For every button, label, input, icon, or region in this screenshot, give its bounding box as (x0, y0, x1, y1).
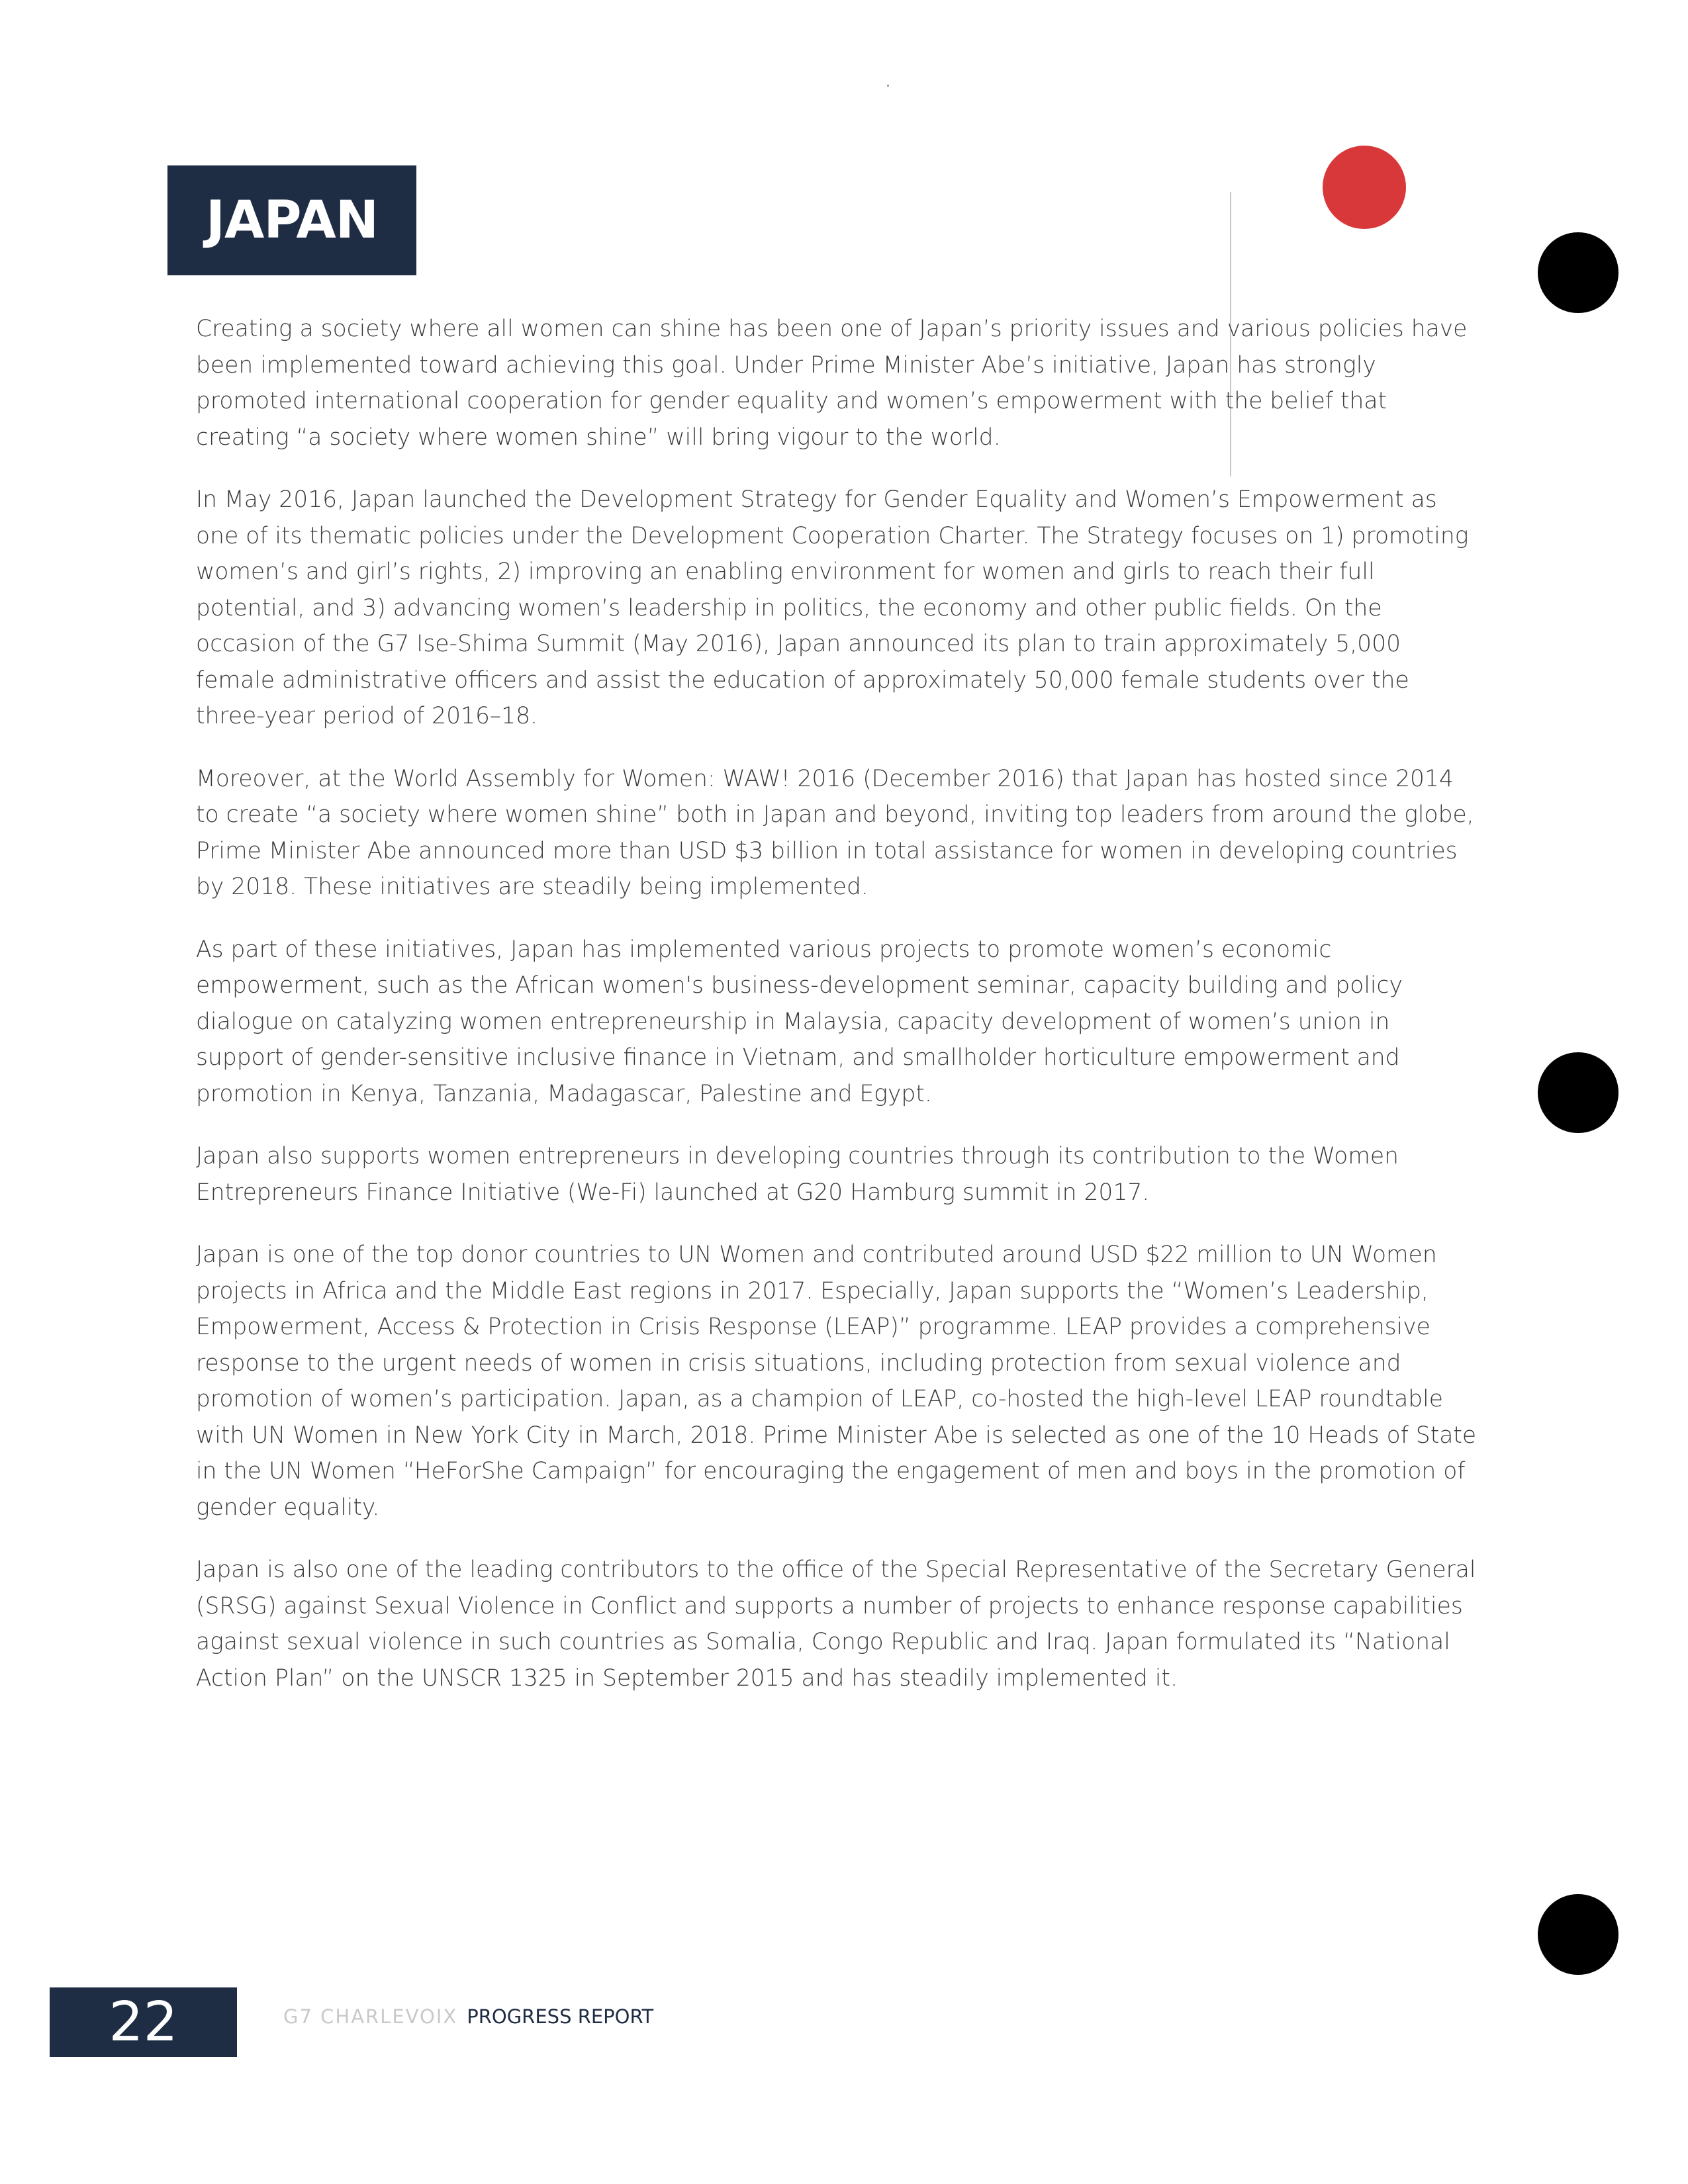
punch-hole-middle (1538, 1052, 1618, 1133)
footer-report-prefix: G7 CHARLEVOIX (283, 2005, 458, 2028)
page-number: 22 (50, 1987, 237, 2057)
paragraph-1: Creating a society where all women can shine has been one of Japan’s priority issues and various policies have been implemented toward achieving this goal. Under Prime Minister Abe’s initiative, Japan has strongly promoted international cooperation for gender equality and women’s empowerment with the belief that creating “a society where women shine” will bring vigour to the world. (196, 316, 1468, 451)
paragraph-5: Japan also supports women entrepreneurs in developing countries through its contribution to the Women Entrepreneurs Finance Initiative (We-Fi) launched at G20 Hamburg summit in 2017. (196, 1143, 1399, 1206)
footer-report-title: PROGRESS REPORT (467, 2005, 654, 2028)
paragraph-2: In May 2016, Japan launched the Development Strategy for Gender Equality and Women’s Empowerment as one of its thematic policies under the Development Cooperation Charter. The Strategy focuses on 1) promoting women’s and girl’s rights, 2) improving an enabling environment for women and girls to reach their full potential, and 3) advancing women’s leadership in politics, the economy and other public fields. On the occasion of the G7 Ise-Shima Summit (May 2016), Japan announced its plan to train approximately 5,000 female administrative officers and assist the education of approximately 50,000 female students over the three-year period of 2016–18. (196, 486, 1469, 729)
scan-speck (887, 85, 889, 87)
paragraph-3: Moreover, at the World Assembly for Women: WAW! 2016 (December 2016) that Japan has hosted since 2014 to create “a society where women shine” both in Japan and beyond, inviting top leaders from around the globe, Prime Minister Abe announced more than USD $3 billion in total assistance for women in developing countries by 2018. These initiatives are steadily being implemented. (196, 765, 1474, 900)
paragraph-4: As part of these initiatives, Japan has implemented various projects to promote women’s economic empowerment, such as the African women's business-development seminar, capacity building and policy dialogue on catalyzing women entrepreneurship in Malaysia, capacity development of women’s union in support of gender-sensitive inclusive finance in Vietnam, and smallholder horticulture empowerment and promotion in Kenya, Tanzania, Madagascar, Palestine and Egypt. (196, 936, 1403, 1107)
punch-hole-top (1538, 232, 1618, 313)
paragraph-7: Japan is also one of the leading contributors to the office of the Special Representative of the Secretary General (SRSG) against Sexual Violence in Conflict and supports a number of projects to enhance response capabilities against sexual violence in such countries as Somalia, Congo Republic and Iraq. Japan formulated its “National Action Plan” on the UNSCR 1325 in September 2015 and has steadily implemented it. (196, 1557, 1476, 1692)
country-title: JAPAN (167, 165, 416, 275)
paragraph-6: Japan is one of the top donor countries to UN Women and contributed around USD $22 million to UN Women projects in Africa and the Middle East regions in 2017. Especially, Japan supports the “Women’s Leadership, Empowerment, Access & Protection in Crisis Response (LEAP)” programme. LEAP provides a comprehensive response to the urgent needs of women in crisis situations, including protection from sexual violence and promotion of women’s participation. Japan, as a champion of LEAP, co-hosted the high-level LEAP roundtable with UN Women in New York City in March, 2018. Prime Minister Abe is selected as one of the 10 Heads of State in the UN Women “HeForShe Campaign” for encouraging the engagement of men and boys in the promotion of gender equality. (196, 1242, 1477, 1521)
punch-hole-bottom (1538, 1894, 1618, 1975)
footer-report-label (283, 2000, 653, 2033)
body-text (196, 311, 1477, 1723)
japan-flag-red-dot-icon (1323, 146, 1406, 229)
